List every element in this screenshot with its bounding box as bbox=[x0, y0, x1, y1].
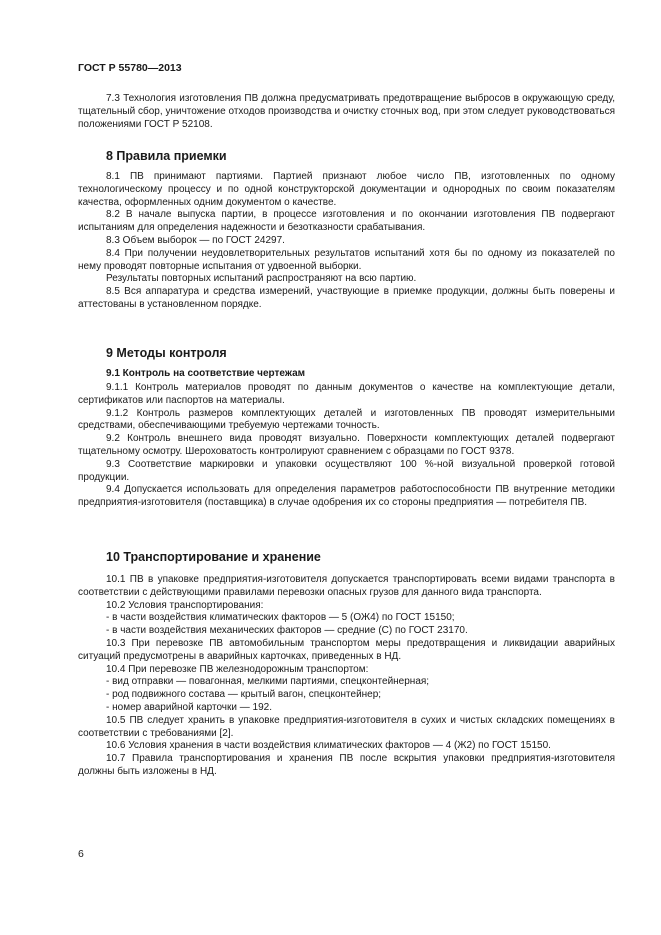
section-10-title: 10 Транспортирование и хранение bbox=[106, 550, 321, 564]
paragraph-10-4-item-shipment: - вид отправки — повагонная, мелкими партиями, спецконтейнерная; bbox=[106, 676, 430, 688]
paragraph-9-1-2: 9.1.2 Контроль размеров комплектующих деталей и изготовленных ПВ проводят измерительными средствами, обеспечивающими требуемую чертежами точность. bbox=[78, 407, 615, 432]
paragraph-9-3: 9.3 Соответствие маркировки и упаковки осуществляют 100 %-ной визуальной проверкой готовой продукции. bbox=[78, 458, 615, 483]
page-number: 6 bbox=[78, 848, 84, 860]
paragraph-9-2: 9.2 Контроль внешнего вида проводят визуально. Поверхности комплектующих деталей подвергают тщательному осмотру. Шероховатость контролируют сравнением с образцами по ГОСТ 9378. bbox=[78, 433, 615, 457]
paragraph-10-6: 10.6 Условия хранения в части воздействия климатических факторов — 4 (Ж2) по ГОСТ 15150. bbox=[106, 740, 551, 752]
paragraph-10-5: 10.5 ПВ следует хранить в упаковке предприятия-изготовителя в сухих и чистых складских помещениях в соответствии с требованиями [2]. bbox=[78, 714, 615, 739]
paragraph-9-4: 9.4 Допускается использовать для определения параметров работоспособности ПВ внутренние методики предприятия-изготовителя (поставщика) в случае одобрения их со стороны предприятия — потребителя ПВ. bbox=[78, 484, 615, 509]
paragraph-8-2: 8.2 В начале выпуска партии, в процессе изготовления и по окончании изготовления ПВ подвергают испытаниям для определения надежности и безотказности срабатывания. bbox=[78, 209, 615, 234]
paragraph-8-4-continued: Результаты повторных испытаний распространяют на всю партию. bbox=[106, 273, 417, 285]
paragraph-8-3: 8.3 Объем выборок — по ГОСТ 24297. bbox=[106, 234, 285, 246]
paragraph-10-2-item-climatic: - в части воздействия климатических факторов — 5 (ОЖ4) по ГОСТ 15150; bbox=[106, 612, 455, 624]
paragraph-10-1: 10.1 ПВ в упаковке предприятия-изготовителя допускается транспортировать всеми видами транспорта в соответствии с действующими правилами перевозки опасных грузов для данного вида транспорта. bbox=[78, 574, 615, 598]
paragraph-8-1: 8.1 ПВ принимают партиями. Партией признают любое число ПВ, изготовленных по одному технологическому процессу и по одной конструкторской документации и однородных по своим показателям качества, оформленных одним документом о качестве. bbox=[78, 171, 615, 208]
section-9-block bbox=[78, 382, 615, 510]
paragraph-10-2: 10.2 Условия транспортирования: bbox=[106, 599, 264, 611]
document-header: ГОСТ Р 55780—2013 bbox=[78, 62, 182, 74]
paragraph-10-4-item-rolling-stock: - род подвижного состава — крытый вагон, спецконтейнер; bbox=[106, 689, 382, 701]
paragraph-8-5: 8.5 Вся аппаратура и средства измерений, участвующие в приемке продукции, должны быть поверены и аттестованы в установленном порядке. bbox=[78, 286, 615, 310]
paragraph-10-7: 10.7 Правила транспортирования и хранения ПВ после вскрытия упаковки предприятия-изготовителя должны быть изложены в НД. bbox=[78, 753, 615, 777]
paragraph-7-3: 7.3 Технология изготовления ПВ должна предусматривать предотвращение выбросов в окружающую среду, тщательный сбор, уничтожение отходов производства и очистку сточных вод, при этом следует руководствоваться положениями ГОСТ Р 52108. bbox=[78, 93, 615, 130]
paragraph-10-3: 10.3 При перевозке ПВ автомобильным транспортом меры предотвращения и ликвидации аварийных ситуаций предусмотрены в аварийных карточках, приведенных в НД. bbox=[78, 637, 615, 662]
section-10-block bbox=[78, 574, 615, 779]
section-8-block bbox=[78, 171, 615, 312]
paragraph-9-1-1: 9.1.1 Контроль материалов проводят по данным документов о качестве на комплектующие детали, сертификатов или паспортов на материалы. bbox=[78, 382, 615, 406]
paragraph-10-2-item-mechanical: - в части воздействия механических факторов — средние (С) по ГОСТ 23170. bbox=[106, 625, 468, 637]
paragraph-10-4-item-emergency-card: - номер аварийной карточки — 192. bbox=[106, 701, 272, 713]
subsection-9-1-title: 9.1 Контроль на соответствие чертежам bbox=[106, 368, 306, 379]
section-7-block bbox=[78, 93, 615, 131]
paragraph-10-4: 10.4 При перевозке ПВ железнодорожным транспортом: bbox=[106, 663, 369, 675]
section-9-title: 9 Методы контроля bbox=[106, 346, 227, 360]
section-8-title: 8 Правила приемки bbox=[106, 149, 227, 163]
paragraph-8-4: 8.4 При получении неудовлетворительных результатов испытаний хотя бы по одному из показателей по нему проводят повторные испытания от удвоенной выборки. bbox=[78, 247, 615, 272]
